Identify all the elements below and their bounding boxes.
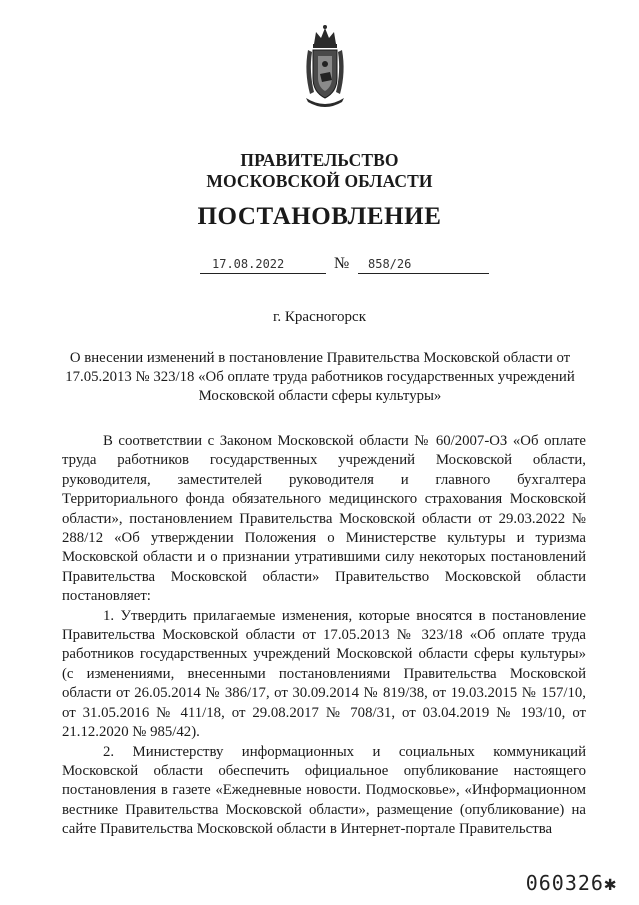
number-sign: № [334, 255, 350, 272]
document-type-title: ПОСТАНОВЛЕНИЕ [197, 203, 442, 230]
serial-stamp: 060326✱ [525, 871, 617, 895]
number-underline [358, 273, 489, 274]
paragraph-item-2: 2. Министерству информационных и социальных коммуникаций Московской области обеспечить официальное опубликование настоящего постановления в газете «Ежедневные новости. Подмосковье», «Информационном вестнике Правительства Московской области», размещение (опубликование) на сайте Правительства Московской области в Интернет-портале Правительства [62, 743, 586, 838]
moscow-oblast-emblem-icon [298, 22, 352, 110]
registration-line [200, 255, 500, 275]
document-subject: О внесении изменений в постановление Правительства Московской области от 17.05.2013 № 323/18 «Об оплате труда работников государственных учреждений Московской области сферы культуры» [65, 350, 575, 404]
paragraph-preamble: В соответствии с Законом Московской области № 60/2007-ОЗ «Об оплате труда работников государственных учреждений Московской области, руководителя, заместителей руководителя и главного бухгалтера Территориального фонда обязательного медицинского страхования Московской области», постановлением Правительства Московской области от 29.03.2022 № 288/12 «Об утверждении Положения о Министерстве культуры и туризма Московской области и о признании утратившими силу некоторых постановлений Правительства Московской области» Правительство Московской области постановляет: [62, 433, 586, 605]
place-of-issue: г. Красногорск [272, 309, 367, 325]
document-number: 858/26 [368, 257, 412, 271]
government-name [0, 150, 639, 192]
government-line-1: ПРАВИТЕЛЬСТВО [240, 150, 399, 170]
government-line-2: МОСКОВСКОЙ ОБЛАСТИ [206, 171, 433, 191]
document-body [62, 432, 586, 840]
date-underline [200, 273, 326, 274]
paragraph-item-1: 1. Утвердить прилагаемые изменения, которые вносятся в постановление Правительства Московской области от 17.05.2013 № 323/18 «Об оплате труда работников государственных учреждений Московской области сферы культуры» (с изменениями, внесенными постановлениями Правительства Московской области от 26.05.2014 № 386/17, от 30.09.2014 № 819/38, от 19.03.2015 № 157/10, от 31.05.2016 № 411/18, от 29.08.2017 № 708/31, от 03.04.2019 № 193/10, от 21.12.2020 № 985/42). [62, 607, 586, 741]
document-date: 17.08.2022 [212, 257, 285, 271]
